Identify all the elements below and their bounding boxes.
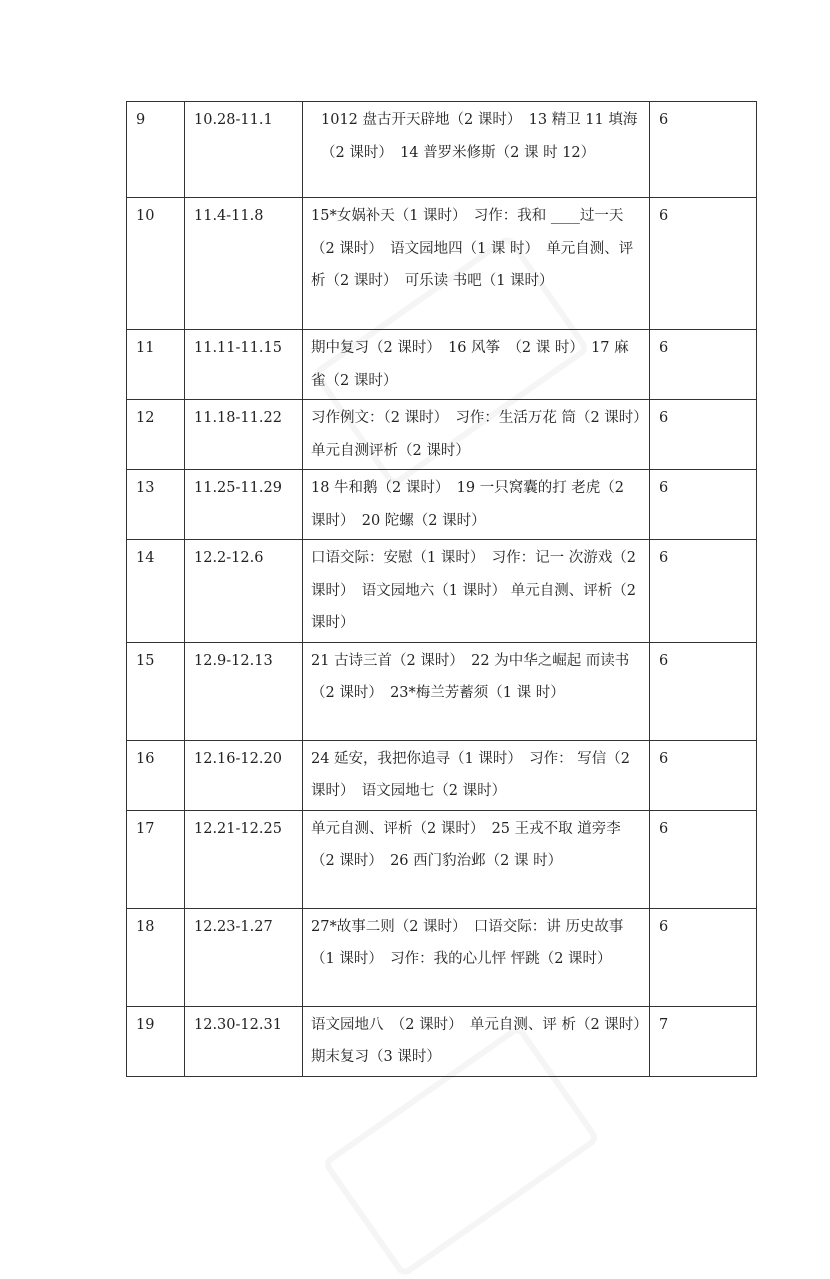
date-range-cell: 11.25-11.29 (185, 470, 303, 540)
date-range-cell: 12.23-1.27 (185, 908, 303, 1006)
hours-cell: 6 (650, 102, 757, 198)
lesson-content-cell: 24 延安，我把你追寻（1 课时） 习作： 写信（2 课时） 语文园地七（2 课时） (303, 740, 650, 810)
date-range-cell: 12.2-12.6 (185, 540, 303, 643)
week-cell: 9 (127, 102, 185, 198)
table-row (127, 198, 757, 330)
week-cell: 11 (127, 330, 185, 400)
table-row (127, 400, 757, 470)
table-row (127, 810, 757, 908)
table-row (127, 642, 757, 740)
week-cell: 10 (127, 198, 185, 330)
table-row (127, 330, 757, 400)
week-cell: 18 (127, 908, 185, 1006)
week-cell: 14 (127, 540, 185, 643)
hours-cell: 6 (650, 330, 757, 400)
week-cell: 13 (127, 470, 185, 540)
table-row (127, 740, 757, 810)
lesson-content-cell: 15*女娲补天（1 课时） 习作：我和 ____过一天（2 课时） 语文园地四（1 课 时） 单元自测、评析（2 课时） 可乐读 书吧（1 课时） (303, 198, 650, 330)
schedule-body (127, 102, 757, 1077)
lesson-content-cell: 期中复习（2 课时） 16 风筝 （2 课 时） 17 麻雀（2 课时） (303, 330, 650, 400)
lesson-content-cell: 18 牛和鹅（2 课时） 19 一只窝囊的打 老虎（2 课时） 20 陀螺（2 课时） (303, 470, 650, 540)
week-cell: 12 (127, 400, 185, 470)
table-row (127, 470, 757, 540)
lesson-content-cell: 语文园地八 （2 课时） 单元自测、评 析（2 课时） 期末复习（3 课时） (303, 1006, 650, 1076)
hours-cell: 6 (650, 740, 757, 810)
table-row (127, 102, 757, 198)
week-cell: 17 (127, 810, 185, 908)
hours-cell: 6 (650, 642, 757, 740)
hours-cell: 6 (650, 198, 757, 330)
date-range-cell: 12.16-12.20 (185, 740, 303, 810)
lesson-content-cell: 21 古诗三首（2 课时） 22 为中华之崛起 而读书（2 课时） 23*梅兰芳蓄须（1 课 时） (303, 642, 650, 740)
week-cell: 16 (127, 740, 185, 810)
date-range-cell: 12.9-12.13 (185, 642, 303, 740)
table-row (127, 908, 757, 1006)
teaching-schedule-table (126, 101, 757, 1077)
hours-cell: 6 (650, 540, 757, 643)
hours-cell: 6 (650, 470, 757, 540)
date-range-cell: 11.18-11.22 (185, 400, 303, 470)
week-cell: 19 (127, 1006, 185, 1076)
week-cell: 15 (127, 642, 185, 740)
hours-cell: 6 (650, 400, 757, 470)
lesson-content-cell: 习作例文：（2 课时） 习作：生活万花 筒（2 课时） 单元自测评析（2 课时） (303, 400, 650, 470)
hours-cell: 7 (650, 1006, 757, 1076)
lesson-content-cell: 单元自测、评析（2 课时） 25 王戎不取 道旁李（2 课时） 26 西门豹治邺（2 课 时） (303, 810, 650, 908)
date-range-cell: 10.28-11.1 (185, 102, 303, 198)
date-range-cell: 11.4-11.8 (185, 198, 303, 330)
lesson-content-cell: 口语交际：安慰（1 课时） 习作：记一 次游戏（2 课时） 语文园地六（1 课时） 单元自测、评析（2 课时） (303, 540, 650, 643)
date-range-cell: 12.30-12.31 (185, 1006, 303, 1076)
lesson-content-cell: 1012 盘古开天辟地（2 课时） 13 精卫 11 填海（2 课时） 14 普罗米修斯（2 课 时 12） (303, 102, 650, 198)
lesson-content-cell: 27*故事二则（2 课时） 口语交际：讲 历史故事（1 课时） 习作：我的心儿怦 怦跳（2 课时） (303, 908, 650, 1006)
table-row (127, 540, 757, 643)
date-range-cell: 11.11-11.15 (185, 330, 303, 400)
date-range-cell: 12.21-12.25 (185, 810, 303, 908)
hours-cell: 6 (650, 908, 757, 1006)
hours-cell: 6 (650, 810, 757, 908)
table-row (127, 1006, 757, 1076)
